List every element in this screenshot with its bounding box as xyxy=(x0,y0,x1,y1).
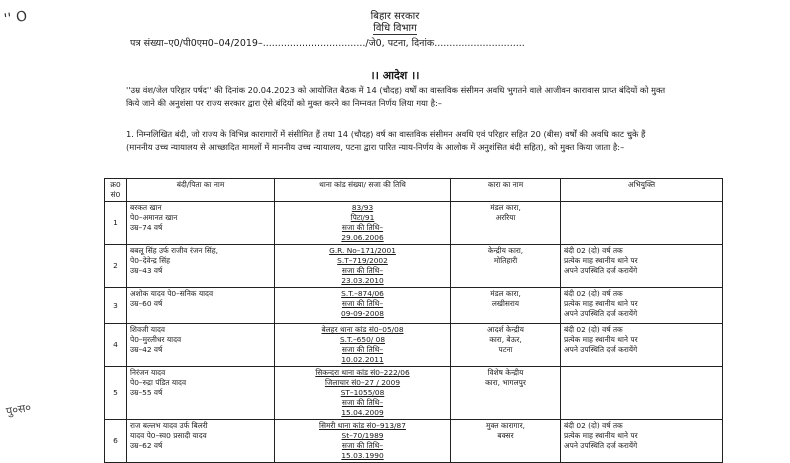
col-header-case: थाना कांड संख्या/ सजा की तिथि xyxy=(275,179,451,202)
cell-remark xyxy=(561,288,723,324)
cell-case-details-line: बेलहर थाना कांड सं0–05/08 xyxy=(321,325,404,334)
cell-remark-line: प्रत्येक माह स्थानीय थाने पर xyxy=(564,256,638,265)
table-body xyxy=(105,202,723,463)
cell-prisoner-name-line: उम्र–43 वर्ष xyxy=(130,266,163,275)
cell-jail-name xyxy=(451,367,561,420)
cell-jail-name xyxy=(451,202,561,245)
cell-jail-name-line: कारा, भागलपुर xyxy=(485,378,526,387)
table-row xyxy=(105,324,723,367)
cell-jail-name-line: केन्द्रीय कारा, xyxy=(487,246,524,255)
cell-case-details-line: सजा की तिथि– xyxy=(341,398,384,407)
cell-prisoner-name-line: उम्र–74 वर्ष xyxy=(130,223,163,232)
cell-serial: 1 xyxy=(105,202,127,245)
cell-case-details-line: G.R. No–171/2001 xyxy=(329,246,396,255)
cell-prisoner-name xyxy=(127,288,275,324)
cell-case-details-line: 29.06.2006 xyxy=(341,233,384,242)
cell-case-details-line: 83/93 xyxy=(351,203,374,212)
department-name xyxy=(0,20,790,34)
cell-remark-line: अपने उपस्थिति दर्ज करायेंगे xyxy=(564,441,638,450)
cell-case-details-line: 23.03.2010 xyxy=(341,276,384,285)
cell-remark-line: अपने उपस्थिति दर्ज करायेंगे xyxy=(564,345,638,354)
cell-jail-name-line: लखीसराय xyxy=(491,299,520,308)
cell-case-details-line: 15.04.2009 xyxy=(341,408,384,417)
cell-prisoner-name-line: उम्र–60 वर्ष xyxy=(130,299,163,308)
cell-case-details-line: सजा की तिथि– xyxy=(341,266,384,275)
cell-prisoner-name xyxy=(127,202,275,245)
cell-case-details-line: सिकन्दरा थाना कांड सं0–222/06 xyxy=(315,368,410,377)
order-title: ।। आदेश ।। xyxy=(370,69,420,82)
cell-remark-line: बंदी 02 (दो) वर्ष तक xyxy=(564,289,623,298)
cell-prisoner-name-line: पे0–अमानत खान xyxy=(130,213,178,222)
cell-prisoner-name-line: पे0–मुरलीधर यादव xyxy=(130,335,182,344)
cell-remark-line: बंदी 02 (दो) वर्ष तक xyxy=(564,421,623,430)
cell-case-details-line: 10.02.2011 xyxy=(341,355,384,364)
cell-case-details xyxy=(275,420,451,463)
cell-serial: 2 xyxy=(105,245,127,288)
cell-remark xyxy=(561,420,723,463)
cell-case-details-line: S.T.–874/06 xyxy=(341,289,384,298)
cell-case-details-line: सिमरी थाना कांड सं0–913/87 xyxy=(319,421,406,430)
cell-remark-line: प्रत्येक माह स्थानीय थाने पर xyxy=(564,431,638,440)
cell-prisoner-name-line: उम्र–42 वर्ष xyxy=(130,345,163,354)
letter-reference: पत्र संख्या–ए0/पी0एम0–04/2019–................................../जे0, पटना, दिनांक.............................. xyxy=(130,38,525,49)
cell-jail-name-line: मोतिहारी xyxy=(493,256,518,265)
cell-jail-name xyxy=(451,288,561,324)
cell-remark-line: अपने उपस्थिति दर्ज करायेंगे xyxy=(564,266,638,275)
cell-prisoner-name-line: राज बल्लभ यादव उर्फ बिलरी xyxy=(130,421,208,430)
handwritten-note: पु०स० xyxy=(5,400,33,419)
cell-remark xyxy=(561,202,723,245)
cell-jail-name xyxy=(451,420,561,463)
cell-prisoner-name-line: उम्र–62 वर्ष xyxy=(130,441,163,450)
cell-prisoner-name-line: बरकत खान xyxy=(130,203,162,212)
cell-serial: 4 xyxy=(105,324,127,367)
cell-case-details xyxy=(275,324,451,367)
cell-case-details-line: 09-09-2008 xyxy=(341,309,384,318)
cell-case-details-line: ST–1055/08 xyxy=(340,388,385,397)
table-row xyxy=(105,202,723,245)
cell-jail-name-line: मंडल कारा, xyxy=(490,289,521,298)
cell-jail-name-line: विशेष केन्द्रीय xyxy=(487,368,524,377)
cell-case-details xyxy=(275,288,451,324)
table-row xyxy=(105,288,723,324)
cell-remark xyxy=(561,367,723,420)
cell-serial: 5 xyxy=(105,367,127,420)
cell-remark xyxy=(561,245,723,288)
order-paragraph-2: 1. निम्नलिखित बंदी, जो राज्य के विभिन्न कारागारों में संसीमित हैं तथा 14 (चौदह) वर्ष का वास्तविक संसीमन अवधि एवं परिहार सहित 20 (बीस) वर्षों की अवधि काट चुके हैं (माननीय उच्च न्यायालय से आच्छादित मामलों में माननीय उच्च न्यायालय, पटना द्वारा पारित न्याय-निर्णय के आलोक में अनुशंसित बंदी सहित), को मुक्त किया जाता है:– xyxy=(126,129,646,152)
cell-prisoner-name xyxy=(127,245,275,288)
cell-remark-line: प्रत्येक माह स्थानीय थाने पर xyxy=(564,299,638,308)
cell-prisoner-name-line: अशोक यादव पे0–सनिक यादव xyxy=(130,289,214,298)
cell-case-details xyxy=(275,367,451,420)
cell-remark-line: प्रत्येक माह स्थानीय थाने पर xyxy=(564,335,638,344)
cell-jail-name-line: अररिया xyxy=(495,213,516,222)
cell-prisoner-name-line: बबलू सिंह उर्फ राजीव रंजन सिंह, xyxy=(130,246,219,255)
cell-case-details-line: सजा की तिथि– xyxy=(341,441,384,450)
prisoner-release-table xyxy=(104,178,723,463)
col-header-name: बंदी/पिता का नाम xyxy=(127,179,275,202)
cell-case-details xyxy=(275,245,451,288)
cell-remark-line: अपने उपस्थिति दर्ज करायेंगे xyxy=(564,309,638,318)
cell-jail-name xyxy=(451,324,561,367)
col-header-remark: अभियुक्ति xyxy=(561,179,723,202)
cell-case-details xyxy=(275,202,451,245)
cell-case-details-line: S.T.–650/ 08 xyxy=(339,335,386,344)
cell-case-details-line: पिटा/91 xyxy=(350,213,375,222)
cell-prisoner-name-line: यादव पे0–स्व0 प्रसादी यादव xyxy=(130,431,207,440)
cell-jail-name-line: पटना xyxy=(498,345,513,354)
cell-serial: 3 xyxy=(105,288,127,324)
government-name: बिहार सरकार xyxy=(370,11,420,22)
cell-prisoner-name xyxy=(127,420,275,463)
cell-prisoner-name-line: पे0–देवेन्द्र सिंह xyxy=(130,256,171,265)
cell-prisoner-name-line: पे0–रुद्रा पंडित यादव xyxy=(130,378,187,387)
cell-jail-name xyxy=(451,245,561,288)
cell-prisoner-name-line: उम्र–55 वर्ष xyxy=(130,388,163,397)
cell-jail-name-line: बक्सर xyxy=(497,431,514,440)
cell-case-details-line: जिलाचार सं0–27 / 2009 xyxy=(324,378,401,387)
cell-jail-name-line: आदर्श केन्द्रीय xyxy=(487,325,524,334)
cell-prisoner-name xyxy=(127,324,275,367)
table-header-row xyxy=(105,179,723,202)
department-label: विधि विभाग xyxy=(373,23,417,34)
table-row xyxy=(105,245,723,288)
cell-remark-line: बंदी 02 (दो) वर्ष तक xyxy=(564,246,623,255)
cell-remark-line: बंदी 02 (दो) वर्ष तक xyxy=(564,325,623,334)
cell-jail-name-line: कारा, बेऊर, xyxy=(489,335,522,344)
cell-jail-name-line: मंडल कारा, xyxy=(490,203,521,212)
cell-remark xyxy=(561,324,723,367)
cell-case-details-line: सजा की तिथि– xyxy=(341,223,384,232)
cell-case-details-line: सजा की तिथि– xyxy=(341,299,384,308)
cell-case-details-line: 15.03.1990 xyxy=(341,451,384,460)
cell-prisoner-name xyxy=(127,367,275,420)
cell-case-details-line: सजा की तिथि– xyxy=(341,345,384,354)
cell-case-details-line: St–70/1989 xyxy=(341,431,384,440)
order-paragraph-1: ''उम्र वंश/जेल परिहार पर्षद'' की दिनांक 20.04.2023 को आयोजित बैठक में 14 (चौदह) वर्षों का वास्तविक संसीमन अवधि भुगतने वाले आजीवन कारावास प्राप्त बंदियों को मुक्त किये जाने की अनुशंसा पर राज्य सरकार द्वारा ऐसे बंदियों को मुक्त करने का निम्नवत निर्णय लिया गया है:– xyxy=(126,85,666,108)
col-header-jail: कारा का नाम xyxy=(451,179,561,202)
cell-prisoner-name-line: शिवजी यादव xyxy=(130,325,166,334)
col-header-sn: क्र0 सं0 xyxy=(105,179,127,202)
cell-prisoner-name-line: निरंजन यादव xyxy=(130,368,166,377)
table-row xyxy=(105,420,723,463)
cell-serial: 6 xyxy=(105,420,127,463)
cell-jail-name-line: मुक्त कारागार, xyxy=(486,421,525,430)
cell-case-details-line: S.T–719/2002 xyxy=(337,256,388,265)
table-row xyxy=(105,367,723,420)
handwritten-mark: '' O xyxy=(2,8,29,28)
